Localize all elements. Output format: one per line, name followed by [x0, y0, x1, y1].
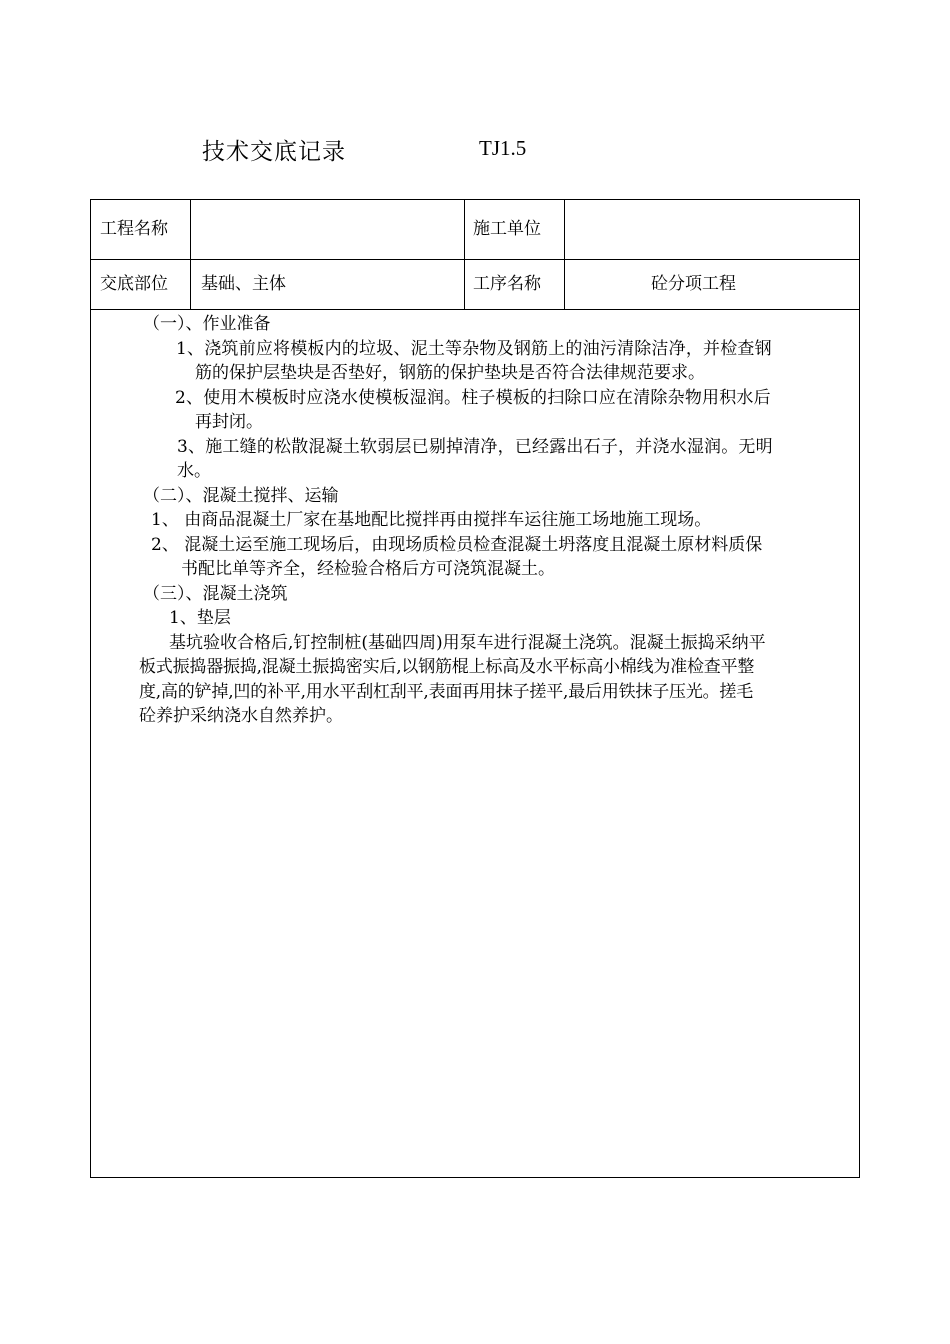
- disclosure-content: [139, 312, 851, 729]
- list-item-continuation: 书配比单等齐全，经检验合格后方可浇筑混凝土。: [181, 559, 555, 579]
- paragraph-line: 砼养护采纳浇水自然养护。: [139, 706, 343, 726]
- process-label: 工序名称: [473, 274, 541, 294]
- paragraph-line: 度,高的铲掉,凹的补平,用水平刮杠刮平,表面再用抹子搓平,最后用铁抹子压光。搓毛: [139, 681, 754, 702]
- row-divider: [91, 309, 859, 310]
- list-item-continuation: 筋的保护层垫块是否垫好，钢筋的保护垫块是否符合法律规范要求。: [195, 363, 705, 383]
- sub-heading: 1、垫层: [169, 608, 231, 628]
- part-value: 基础、主体: [201, 274, 286, 294]
- list-item: 2、使用木模板时应浇水使模板湿润。柱子模板的扫除口应在清除杂物用积水后: [175, 387, 771, 408]
- column-divider: [464, 200, 465, 309]
- paragraph-line: 基坑验收合格后,钉控制桩(基础四周)用泵车进行混凝土浇筑。混凝土振捣采纳平: [169, 632, 766, 653]
- column-divider: [564, 200, 565, 309]
- document-code: TJ1.5: [479, 136, 527, 160]
- part-label: 交底部位: [100, 274, 168, 294]
- list-item: 2、 混凝土运至施工现场后，由现场质检员检查混凝土坍落度且混凝土原材料质保: [151, 534, 763, 555]
- column-divider: [190, 200, 191, 309]
- record-table: [90, 199, 860, 1178]
- list-item: 1、浇筑前应将模板内的垃圾、泥土等杂物及钢筋上的油污清除洁净，并检查钢: [176, 338, 772, 359]
- paragraph-line: 板式振捣器振捣,混凝土振捣密实后,以钢筋棍上标高及水平标高小棉线为准检查平整: [139, 657, 755, 677]
- section-heading: （一）、作业准备: [143, 314, 271, 334]
- list-item-continuation: 再封闭。: [195, 412, 263, 432]
- construction-unit-label: 施工单位: [473, 219, 541, 239]
- list-item-continuation: 水。: [177, 461, 211, 481]
- list-item: 1、 由商品混凝土厂家在基地配比搅拌再由搅拌车运往施工场地施工现场。: [151, 510, 712, 530]
- section-heading: （二）、混凝土搅拌、运输: [143, 485, 339, 506]
- process-value: 砼分项工程: [651, 274, 736, 294]
- project-name-label: 工程名称: [100, 219, 168, 239]
- section-heading: （三）、混凝土浇筑: [143, 583, 288, 604]
- page-title: 技术交底记录: [202, 139, 346, 165]
- row-divider: [91, 259, 859, 260]
- list-item: 3、施工缝的松散混凝土软弱层已剔掉清净，已经露出石子，并浇水湿润。无明: [177, 436, 773, 457]
